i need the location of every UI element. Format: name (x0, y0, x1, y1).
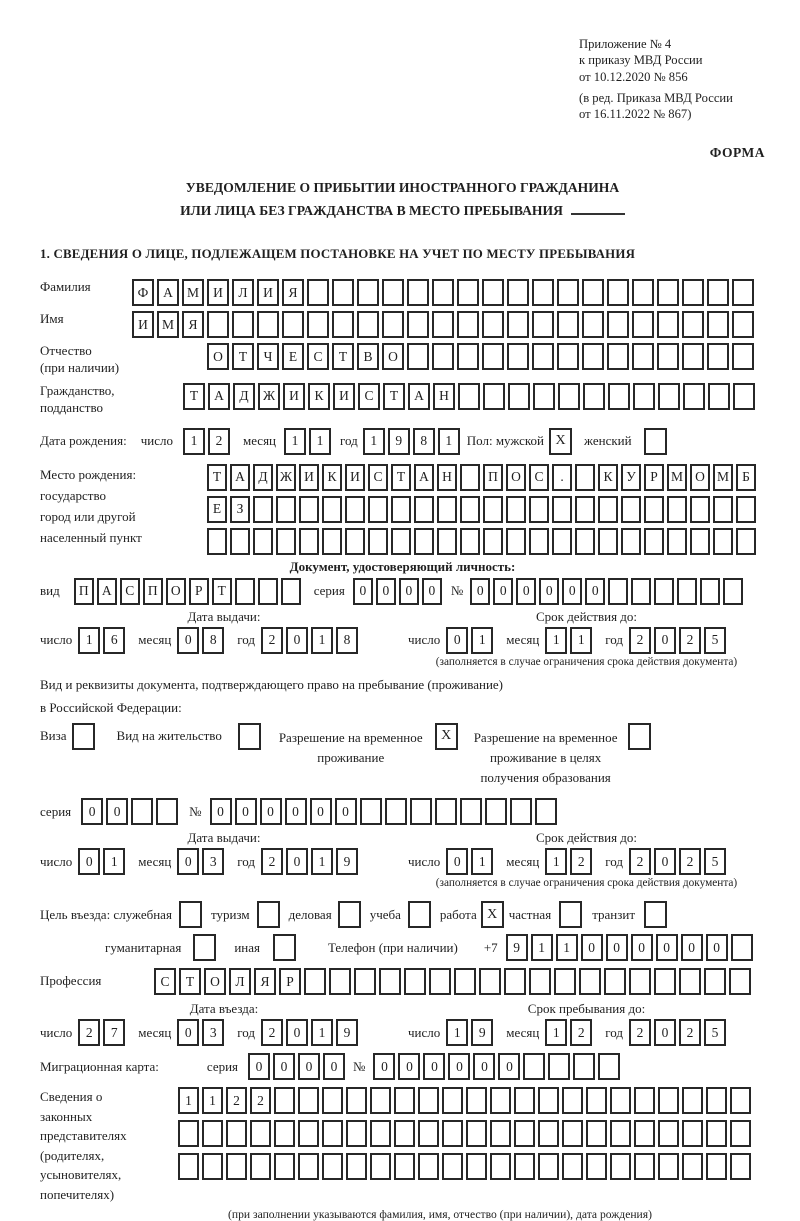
day-label: число (40, 632, 73, 648)
identity-doc-heading: Документ, удостоверяющий личность: (289, 558, 516, 574)
gender-female-checkbox[interactable] (644, 428, 667, 455)
month-label: месяц (506, 632, 540, 648)
migration-card-label: Миграционная карта: (40, 1058, 159, 1074)
entry-month[interactable]: 0 3 (177, 1019, 227, 1046)
field-residence-doc-number (40, 798, 765, 825)
phone-prefix: +7 (483, 939, 498, 955)
birth-month-input[interactable]: 1 1 (284, 428, 334, 455)
permit-number-label: № (189, 803, 202, 819)
edition-line: от 16.11.2022 № 867) (579, 107, 692, 122)
month-label: месяц (138, 853, 172, 869)
migration-number-input[interactable]: 0 0 0 0 0 0 (373, 1053, 623, 1080)
phone-label: Телефон (при наличии) (327, 939, 458, 955)
passport-valid-date (408, 627, 765, 654)
passport-issue-year[interactable]: 2 0 1 8 (261, 627, 361, 654)
permit-valid-date (408, 848, 765, 875)
permit-valid-month[interactable]: 1 2 (545, 848, 595, 875)
year-label: год (605, 632, 624, 648)
issue-date-heading: Дата выдачи: (187, 830, 261, 845)
edition-line: (в ред. Приказа МВД России (579, 91, 733, 106)
gender-male-label: Пол: мужской (466, 433, 545, 449)
citizenship-label: Гражданство, подданство (40, 382, 115, 415)
birth-day-input[interactable]: 1 2 (183, 428, 233, 455)
purpose-work-checkbox[interactable]: X (481, 901, 504, 928)
year-label: год (605, 1024, 624, 1040)
valid-until-heading: Срок действия до: (535, 608, 638, 624)
residence-permit-label: Вид на жительство (116, 727, 222, 743)
purpose-study-checkbox[interactable] (408, 901, 431, 928)
year-label: год (237, 1024, 256, 1040)
visa-checkbox[interactable] (72, 723, 95, 750)
month-label: месяц (506, 1024, 540, 1040)
firstname-input[interactable]: И М Я (132, 311, 757, 338)
visa-label: Виза (40, 727, 67, 743)
stay-year[interactable]: 2 0 2 5 (629, 1019, 729, 1046)
title-line-2: ИЛИ ЛИЦА БЕЗ ГРАЖДАНСТВА В МЕСТО ПРЕБЫВАНИЯ (40, 199, 765, 222)
section-1-heading: 1. СВЕДЕНИЯ О ЛИЦЕ, ПОДЛЕЖАЩЕМ ПОСТАНОВКЕ НА УЧЕТ ПО МЕСТУ ПРЕБЫВАНИЯ (40, 247, 636, 262)
appendix-line: Приложение № 4 (579, 37, 672, 51)
stay-day[interactable]: 1 9 (446, 1019, 496, 1046)
phone-input[interactable]: 9 1 1 0 0 0 0 0 0 (506, 934, 756, 961)
title-line-1: УВЕДОМЛЕНИЕ О ПРИБЫТИИ ИНОСТРАННОГО ГРАЖДАНИНА (185, 179, 620, 195)
migration-series-input[interactable]: 0 0 0 0 (248, 1053, 348, 1080)
purpose-private-checkbox[interactable] (559, 901, 582, 928)
page-title (40, 176, 765, 222)
passport-valid-month[interactable]: 1 1 (545, 627, 595, 654)
field-visit-purpose (40, 901, 765, 928)
representatives-note: (при заполнении указываются фамилия, имя, отчество (при наличии), дата рождения) (228, 1208, 652, 1221)
field-surname (40, 279, 765, 306)
profession-input[interactable]: С Т О Л Я Р (154, 968, 754, 995)
purpose-humanitarian-label: гуманитарная (105, 939, 182, 955)
doc-series-label: серия (313, 583, 345, 599)
temp-permit-label: Разрешение на временное проживание (278, 729, 423, 765)
purpose-tourism-label: туризм (210, 906, 250, 922)
doc-number-label: № (450, 583, 464, 599)
identity-doc-note-row (40, 655, 765, 668)
month-label: месяц (138, 632, 172, 648)
migration-series-label: серия (206, 1058, 239, 1074)
appendix-line: к приказу МВД России (579, 53, 703, 68)
issue-date-heading: Дата выдачи: (187, 608, 261, 624)
temp-permit-checkbox[interactable]: X (435, 723, 458, 750)
residence-doc-types (40, 723, 765, 788)
permit-series-input[interactable]: 0 0 (81, 798, 181, 825)
year-label: год (237, 632, 256, 648)
field-visit-purpose-2 (105, 934, 765, 961)
appendix-line: от 10.12.2020 № 856 (579, 69, 688, 84)
day-label: число (40, 1024, 73, 1040)
field-representatives (40, 1087, 765, 1204)
passport-issue-date (40, 627, 408, 654)
representatives-label: Сведения о законных представителях (родителях, усыновителях, попечителях) (40, 1089, 127, 1202)
doc-kind-label: вид (40, 583, 60, 599)
validity-note: (заполняется в случае ограничения срока действия документа) (435, 655, 738, 668)
identity-doc-date-headings (40, 609, 765, 625)
doc-series-input[interactable]: 0 0 0 0 (353, 578, 445, 605)
field-firstname (40, 311, 765, 338)
purpose-transit-label: транзит (592, 906, 636, 922)
birth-place-row-1[interactable]: Т А Д Ж И К И С Т А Н П О С . К У Р М О М Б (207, 464, 759, 491)
purpose-business-label: деловая (288, 906, 332, 922)
doc-kind-input[interactable]: П А С П О Р Т (74, 578, 304, 605)
permit-issue-date (40, 848, 408, 875)
purpose-business-checkbox[interactable] (338, 901, 361, 928)
purpose-other-checkbox[interactable] (273, 934, 296, 961)
residence-permit-checkbox[interactable] (238, 723, 261, 750)
representatives-row-3[interactable] (178, 1153, 754, 1180)
entry-date (40, 1019, 408, 1046)
year-label: год (340, 433, 358, 449)
permit-issue-year[interactable]: 2 0 1 9 (261, 848, 361, 875)
entry-year[interactable]: 2 0 1 9 (261, 1019, 361, 1046)
representatives-grid (178, 1087, 754, 1180)
representatives-row-1[interactable]: 1 1 2 2 (178, 1087, 754, 1114)
passport-valid-day[interactable]: 0 1 (446, 627, 496, 654)
purpose-label: Цель въезда: служебная (40, 906, 172, 922)
field-citizenship (40, 383, 765, 417)
stay-month[interactable]: 1 2 (545, 1019, 595, 1046)
residence-doc-date-headings (40, 830, 765, 846)
residence-doc-intro-2: в Российской Федерации: (40, 699, 182, 715)
residence-doc-note-row (40, 876, 765, 889)
birth-date-label: Дата рождения: (40, 433, 127, 449)
title-blank-line (571, 203, 625, 215)
day-label: число (40, 853, 73, 869)
purpose-transit-checkbox[interactable] (644, 901, 667, 928)
year-label: год (237, 853, 256, 869)
residence-doc-dates (40, 848, 765, 875)
permit-issue-month[interactable]: 0 3 (177, 848, 227, 875)
citizenship-input[interactable]: Т А Д Ж И К И С Т А Н (183, 383, 758, 410)
day-label: число (408, 1024, 441, 1040)
stay-until-heading: Срок пребывания до: (527, 1001, 646, 1016)
migration-number-label: № (353, 1058, 366, 1074)
day-label: число (140, 433, 173, 449)
permit-valid-day[interactable]: 0 1 (446, 848, 496, 875)
day-label: число (408, 853, 441, 869)
form-label: ФОРМА (709, 144, 765, 160)
purpose-work-label: работа (439, 906, 477, 922)
doc-number-input[interactable]: 0 0 0 0 0 0 (470, 578, 746, 605)
surname-label: Фамилия (40, 279, 91, 295)
appendix-block (579, 36, 765, 123)
birth-place-label: Место рождения: государство город или другой населенный пункт (40, 466, 142, 545)
month-label: месяц (506, 853, 540, 869)
patronymic-input[interactable]: О Т Ч Е С Т В О (207, 343, 757, 370)
edu-permit-checkbox[interactable] (628, 723, 651, 750)
field-birth-date (40, 428, 765, 455)
validity-note: (заполняется в случае ограничения срока действия документа) (435, 877, 738, 889)
firstname-label: Имя (40, 311, 64, 327)
purpose-private-label: частная (508, 906, 552, 922)
passport-issue-month[interactable]: 0 8 (177, 627, 227, 654)
entry-date-headings (40, 1001, 765, 1017)
field-profession (40, 968, 765, 995)
stay-until-date (408, 1019, 765, 1046)
surname-input[interactable]: Ф А М И Л И Я (132, 279, 757, 306)
field-birth-place (40, 464, 765, 555)
passport-issue-day[interactable]: 1 6 (78, 627, 128, 654)
year-label: год (605, 853, 624, 869)
month-label: месяц (138, 1024, 172, 1040)
entry-date-heading: Дата въезда: (189, 1001, 259, 1016)
field-patronymic (40, 343, 765, 377)
gender-female-label: женский (584, 433, 632, 449)
purpose-study-label: учеба (369, 906, 401, 922)
permit-issue-day[interactable]: 0 1 (78, 848, 128, 875)
permit-valid-year[interactable]: 2 0 2 5 (629, 848, 729, 875)
edu-permit-label: Разрешение на временное проживание в целях получения образования (473, 729, 618, 785)
purpose-official-checkbox[interactable] (179, 901, 202, 928)
month-label: месяц (242, 433, 277, 449)
residence-doc-intro-1: Вид и реквизиты документа, подтверждающего право на пребывание (проживание) (40, 676, 504, 692)
profession-label: Профессия (40, 973, 102, 988)
entry-dates (40, 1019, 765, 1046)
valid-until-heading: Срок действия до: (535, 830, 638, 845)
purpose-tourism-checkbox[interactable] (257, 901, 280, 928)
purpose-other-label: иная (234, 939, 260, 955)
gender-male-checkbox[interactable]: X (549, 428, 572, 455)
representatives-row-2[interactable] (178, 1120, 754, 1147)
birth-place-row-2[interactable]: Е З (207, 496, 759, 523)
permit-series-label: серия (40, 803, 72, 819)
permit-number-input[interactable]: 0 0 0 0 0 0 (210, 798, 560, 825)
entry-day[interactable]: 2 7 (78, 1019, 128, 1046)
birth-year-input[interactable]: 1 9 8 1 (363, 428, 463, 455)
field-identity-doc (40, 578, 765, 605)
purpose-humanitarian-checkbox[interactable] (193, 934, 216, 961)
identity-doc-dates (40, 627, 765, 654)
birth-place-row-3[interactable] (207, 528, 759, 555)
birth-place-grid (207, 464, 759, 555)
passport-valid-year[interactable]: 2 0 2 5 (629, 627, 729, 654)
day-label: число (408, 632, 441, 648)
patronymic-label: Отчество (при наличии) (40, 343, 120, 375)
field-migration-card (40, 1053, 765, 1080)
